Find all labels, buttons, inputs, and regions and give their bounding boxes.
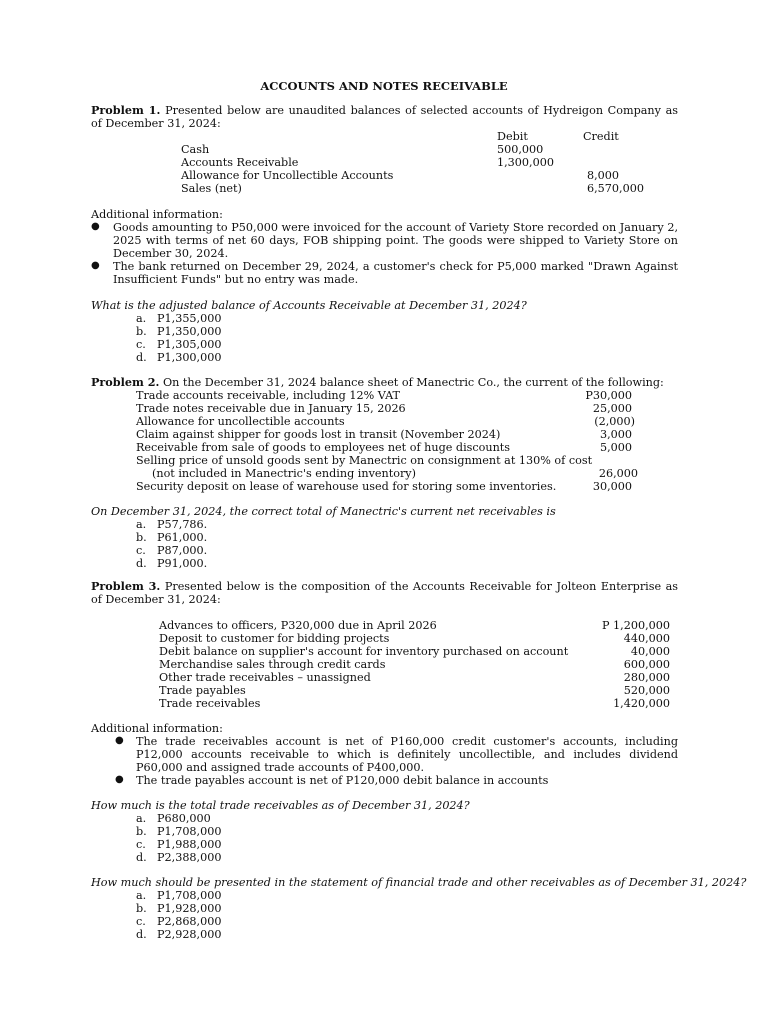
choice-text: P87,000. xyxy=(157,544,208,557)
choice-letter: a. xyxy=(136,518,147,531)
choice-text: P1,988,000 xyxy=(157,838,222,851)
choice-text: P680,000 xyxy=(157,812,211,825)
problem-1-bullet: Goods amounting to P50,000 were invoiced for the account of Variety Store recorded on January 2, 2025 with terms of net 60 days, FOB shipping point. The goods were shipped to Variety Store on December 30, 2024. xyxy=(113,221,678,260)
choice-text: P2,928,000 xyxy=(157,928,222,941)
choice-letter: c. xyxy=(136,338,146,351)
choice-letter: b. xyxy=(136,531,147,544)
choice-letter: a. xyxy=(136,812,147,825)
account-name: Cash xyxy=(181,143,210,156)
choice-text: P2,388,000 xyxy=(157,851,222,864)
choice-letter: a. xyxy=(136,312,147,325)
problem-3-question-2: How much should be presented in the statement of financial trade and other receivables as of December 31, 2024? xyxy=(91,876,747,889)
choice-text: P1,350,000 xyxy=(157,325,222,338)
credit-amount: 8,000 xyxy=(587,169,620,182)
account-name: Allowance for Uncollectible Accounts xyxy=(181,169,394,182)
item-amount: P30,000 xyxy=(585,389,632,402)
choice-text: P1,355,000 xyxy=(157,312,222,325)
problem-3-intro xyxy=(91,580,678,606)
debit-header: Debit xyxy=(497,130,528,143)
account-name: Accounts Receivable xyxy=(181,156,299,169)
problem-2-intro xyxy=(91,376,664,389)
choice-text: P1,708,000 xyxy=(157,825,222,838)
item-amount: 26,000 xyxy=(598,467,638,480)
item-name: Security deposit on lease of warehouse used for storing some inventories. xyxy=(136,480,557,493)
item-name: Advances to officers, P320,000 due in April 2026 xyxy=(159,619,437,632)
item-amount: 40,000 xyxy=(630,645,670,658)
problem-2-label: Problem 2. xyxy=(91,375,160,389)
item-amount: 5,000 xyxy=(599,441,632,454)
item-amount: 1,420,000 xyxy=(613,697,670,710)
choice-text: P2,868,000 xyxy=(157,915,222,928)
item-amount: 30,000 xyxy=(592,480,632,493)
bullet-icon: ● xyxy=(115,735,124,746)
choice-letter: b. xyxy=(136,325,147,338)
debit-amount: 500,000 xyxy=(497,143,544,156)
choice-letter: c. xyxy=(136,544,146,557)
problem-1-question: What is the adjusted balance of Accounts Receivable at December 31, 2024? xyxy=(91,299,527,312)
credit-amount: 6,570,000 xyxy=(587,182,644,195)
credit-header: Credit xyxy=(583,130,619,143)
item-amount: P 1,200,000 xyxy=(601,619,670,632)
additional-info-label: Additional information: xyxy=(91,208,223,221)
item-amount: 440,000 xyxy=(623,632,670,645)
choice-letter: b. xyxy=(136,825,147,838)
bullet-icon: ● xyxy=(115,774,124,785)
item-amount: 520,000 xyxy=(623,684,670,697)
item-name: Selling price of unsold goods sent by Manectric on consignment at 130% of cost xyxy=(136,454,593,467)
bullet-icon: ● xyxy=(91,260,100,271)
problem-2-intro-text: On the December 31, 2024 balance sheet of Manectric Co., the current of the following: xyxy=(162,376,664,389)
item-name: Deposit to customer for bidding projects xyxy=(159,632,390,645)
choice-letter: d. xyxy=(136,851,147,864)
account-name: Sales (net) xyxy=(181,182,242,195)
item-name: (not included in Manectric's ending inventory) xyxy=(152,467,416,480)
item-name: Receivable from sale of goods to employees net of huge discounts xyxy=(136,441,511,454)
choice-text: P61,000. xyxy=(157,531,208,544)
item-name: Trade accounts receivable, including 12% VAT xyxy=(136,389,401,402)
problem-3-question-1: How much is the total trade receivables as of December 31, 2024? xyxy=(91,799,470,812)
choice-letter: d. xyxy=(136,557,147,570)
item-name: Claim against shipper for goods lost in transit (November 2024) xyxy=(136,428,501,441)
choice-letter: d. xyxy=(136,928,147,941)
choice-text: P91,000. xyxy=(157,557,208,570)
item-amount: 3,000 xyxy=(599,428,632,441)
problem-1-label: Problem 1. xyxy=(91,103,161,117)
item-name: Trade notes receivable due in January 15, 2026 xyxy=(136,402,406,415)
choice-letter: c. xyxy=(136,838,146,851)
choice-letter: a. xyxy=(136,889,147,902)
choice-text: P1,708,000 xyxy=(157,889,222,902)
problem-2-question: On December 31, 2024, the correct total of Manectric's current net receivables is xyxy=(91,505,556,518)
item-name: Debit balance on supplier's account for inventory purchased on account xyxy=(159,645,569,658)
choice-text: P1,305,000 xyxy=(157,338,222,351)
item-amount: 25,000 xyxy=(592,402,632,415)
item-amount: (2,000) xyxy=(594,415,635,428)
problem-3-label: Problem 3. xyxy=(91,579,161,593)
item-amount: 600,000 xyxy=(623,658,670,671)
problem-1-intro xyxy=(91,104,678,130)
choice-text: P1,928,000 xyxy=(157,902,222,915)
choice-letter: c. xyxy=(136,915,146,928)
item-name: Allowance for uncollectible accounts xyxy=(136,415,345,428)
problem-3-bullet: The trade receivables account is net of P160,000 credit customer's accounts, including P12,000 accounts receivable to which is definitely uncollectible, and includes dividend P60,000 and assigned trade accounts of P400,000. xyxy=(136,735,678,774)
item-name: Trade receivables xyxy=(159,697,261,710)
problem-3-bullet: The trade payables account is net of P120,000 debit balance in accounts xyxy=(136,774,549,787)
choice-text: P57,786. xyxy=(157,518,208,531)
debit-amount: 1,300,000 xyxy=(497,156,554,169)
choice-letter: b. xyxy=(136,902,147,915)
problem-1-bullet: The bank returned on December 29, 2024, a customer's check for P5,000 marked "Drawn Against Insufficient Funds" but no entry was made. xyxy=(113,260,678,286)
choice-letter: d. xyxy=(136,351,147,364)
page-title: ACCOUNTS AND NOTES RECEIVABLE xyxy=(260,79,508,93)
choice-text: P1,300,000 xyxy=(157,351,222,364)
item-name: Merchandise sales through credit cards xyxy=(159,658,386,671)
problem-3-intro-text: Presented below is the composition of the Accounts Receivable for Jolteon Enterprise as of December 31, 2024: xyxy=(91,580,679,606)
item-name: Trade payables xyxy=(159,684,246,697)
bullet-icon: ● xyxy=(91,221,100,232)
item-amount: 280,000 xyxy=(623,671,670,684)
additional-info-label: Additional information: xyxy=(91,722,223,735)
problem-1-intro-text: Presented below are unaudited balances of selected accounts of Hydreigon Company as of December 31, 2024: xyxy=(91,104,678,130)
item-name: Other trade receivables – unassigned xyxy=(159,671,371,684)
